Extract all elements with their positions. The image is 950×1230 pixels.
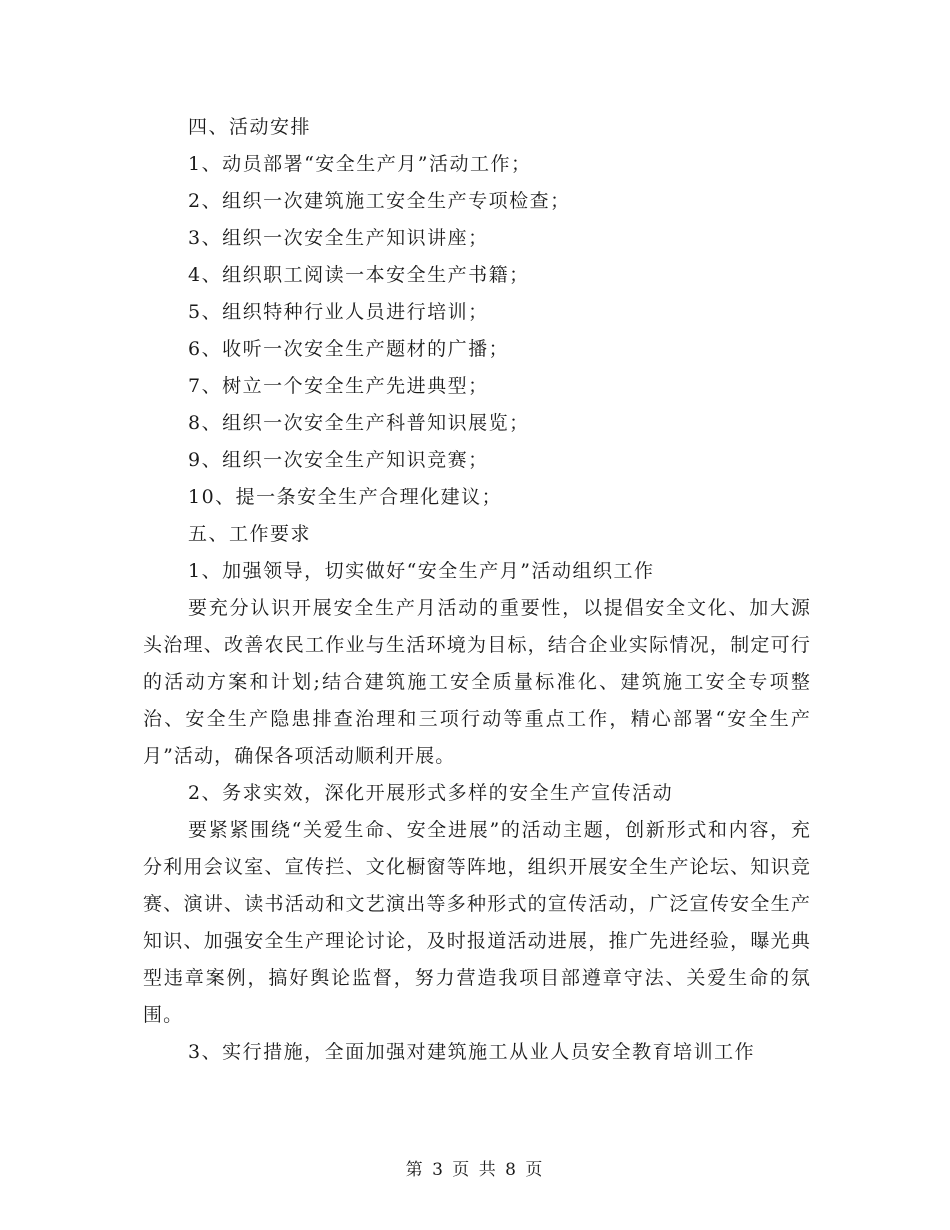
- subsection-title: 3、实行措施，全面加强对建筑施工从业人员安全教育培训工作: [188, 1041, 756, 1063]
- section-heading: 五、工作要求: [188, 523, 312, 545]
- list-item: 7、树立一个安全生产先进典型；: [188, 375, 489, 397]
- list-item: 5、组织特种行业人员进行培训；: [188, 301, 489, 323]
- list-item: 8、组织一次安全生产科普知识展览；: [188, 412, 530, 434]
- document-body: [143, 109, 811, 1071]
- list-item: 3、组织一次安全生产知识讲座；: [188, 227, 489, 249]
- paragraph: 要紧紧围绕“关爱生命、安全进展”的活动主题，创新形式和内容，充分利用会议室、宣传拦、文化橱窗等阵地，组织开展安全生产论坛、知识竞赛、演讲、读书活动和文艺演出等多种形式的宣传活动，广泛宣传安全生产知识、加强安全生产理论讨论，及时报道活动进展，推广先进经验，曝光典型违章案例，搞好舆论监督，努力营造我项目部遵章守法、关爱生命的氛围。: [143, 819, 811, 1026]
- list-item: 1、动员部署“安全生产月”活动工作；: [188, 153, 532, 175]
- page-number: 第 3 页 共 8 页: [405, 1160, 545, 1180]
- section-heading: 四、活动安排: [188, 116, 312, 138]
- subsection-title: 1、加强领导，切实做好“安全生产月”活动组织工作: [188, 560, 655, 582]
- list-item: 6、收听一次安全生产题材的广播；: [188, 338, 510, 360]
- subsection-title: 2、务求实效，深化开展形式多样的安全生产宣传活动: [188, 782, 674, 804]
- list-item: 4、组织职工阅读一本安全生产书籍；: [188, 264, 530, 286]
- list-item: 10、提一条安全生产合理化建议；: [188, 486, 503, 508]
- list-item: 2、组织一次建筑施工安全生产专项检查；: [188, 190, 571, 212]
- paragraph: 要充分认识开展安全生产月活动的重要性，以提倡安全文化、加大源头治理、改善农民工作业与生活环境为目标，结合企业实际情况，制定可行的活动方案和计划;结合建筑施工安全质量标准化、建筑施工安全专项整治、安全生产隐患排查治理和三项行动等重点工作，精心部署“安全生产月”活动，确保各项活动顺利开展。: [143, 597, 811, 767]
- list-item: 9、组织一次安全生产知识竞赛；: [188, 449, 489, 471]
